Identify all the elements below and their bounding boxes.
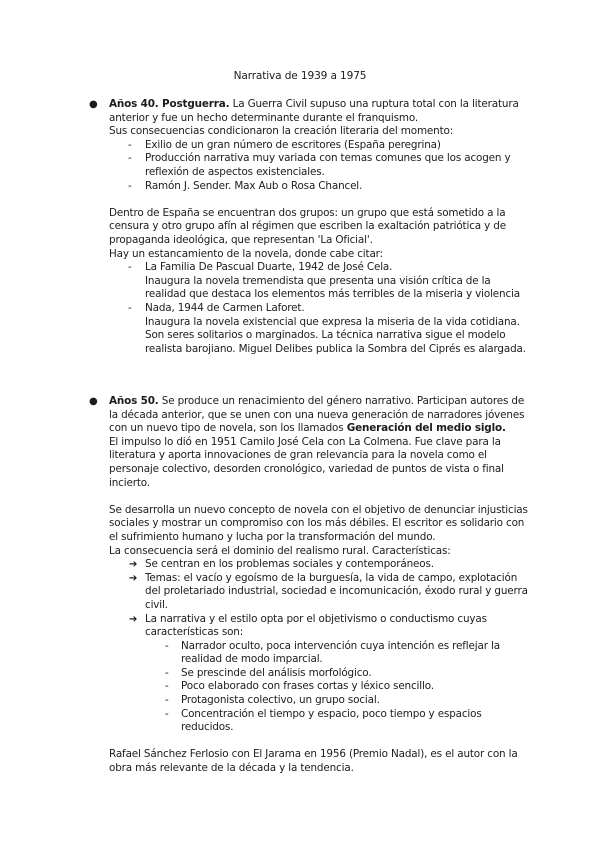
list-item: - Se prescinde del análisis morfológico.	[165, 666, 372, 679]
section-intro-paragraph	[109, 395, 529, 436]
list-item	[109, 261, 529, 302]
consequences-text: Sus consecuencias condicionaron la creación literaria del momento:	[109, 125, 454, 138]
dash-icon: -	[165, 680, 169, 693]
intro-text: Se produce un renacimiento del género narrativo. Participan autores de la década anterior, que se unen con una nueva generación de narradores jóvenes con un nuevo tipo de novela, son los llamados	[109, 395, 525, 435]
bullet-icon: ●	[89, 99, 98, 110]
dash-icon: -	[128, 152, 132, 165]
work-title: La Familia De Pascual Duarte, 1942 de José Cela.	[145, 261, 393, 274]
dash-icon: -	[128, 138, 132, 151]
section-heading: Años 40. Postguerra.	[109, 98, 230, 110]
dash-icon: -	[165, 694, 169, 707]
closing-paragraph: Rafael Sánchez Ferlosio con El Jarama en 1956 (Premio Nadal), es el autor con la obra más relevante de la década y la tendencia.	[109, 748, 518, 775]
works-list	[109, 261, 529, 356]
work-title: Nada, 1944 de Carmen Laforet.	[145, 301, 305, 314]
work-description: Inaugura la novela existencial que expresa la miseria de la vida cotidiana. Son seres solitarios o marginados. La técnica narrativa sigue el modelo realista barojiano. Miguel Delibes publica la Sombra del Ciprés es alargada.	[145, 315, 526, 355]
list-item: - Ramón J. Sender. Max Aub o Rosa Chancel.	[128, 179, 363, 192]
list-item: - Exilio de un gran número de escritores (España peregrina)	[128, 138, 441, 151]
list-item: - Poco elaborado con frases cortas y léxico sencillo.	[165, 680, 434, 693]
list-item: ➔ Temas: el vacío y egoísmo de la burguesía, la vida de campo, explotación del proletariado industrial, sociedad e incomunicación, éxodo rural y guerra civil.	[129, 571, 528, 611]
section-postguerra	[89, 98, 529, 356]
consequences-list	[109, 139, 529, 193]
dash-icon: -	[165, 666, 169, 679]
groups-paragraph: Dentro de España se encuentran dos grupos: un grupo que está sometido a la censura y otro grupo afín al régimen que escriben la exaltación patriótica y de propaganda ideológica, que representan 'La Oficial'.	[109, 206, 506, 246]
generation-term: Generación del medio siglo.	[346, 422, 506, 435]
bullet-icon: ●	[89, 396, 98, 407]
concept-paragraph: Se desarrolla un nuevo concepto de novela con el objetivo de denunciar injusticias sociales y mostrar un compromiso con los más débiles. El escritor es solidario con el sufrimiento humano y lucha por la transformación del mundo.	[109, 503, 528, 543]
work-description: Inaugura la novela tremendista que presenta una visión crítica de la realidad que destaca los elementos más terribles de la miseria y violencia	[145, 274, 521, 301]
intro-text: La Guerra Civil supuso una ruptura total con la literatura anterior y fue un hecho determinante durante el franquismo.	[109, 98, 519, 124]
list-item: ➔ La narrativa y el estilo opta por el objetivismo o conductismo cuyas características son:	[129, 612, 487, 639]
subfeatures-list	[109, 640, 529, 735]
stagnation-text: Hay un estancamiento de la novela, donde cabe citar:	[109, 247, 383, 260]
dash-icon: -	[165, 639, 169, 652]
dash-icon: -	[128, 261, 132, 274]
document-title: Narrativa de 1939 a 1975	[233, 70, 367, 82]
list-item: - Producción narrativa muy variada con temas comunes que los acogen y reflexión de aspectos existenciales.	[128, 152, 511, 178]
dash-icon: -	[128, 301, 132, 314]
arrow-icon: ➔	[129, 559, 138, 571]
section-heading: Años 50.	[109, 395, 159, 407]
section-anos-50	[89, 395, 529, 776]
section-intro-paragraph	[109, 98, 529, 125]
list-item: - Narrador oculto, poca intervención cuya intención es reflejar la realidad de modo imparcial.	[165, 639, 500, 666]
consequence-text: La consecuencia será el dominio del realismo rural. Características:	[109, 544, 451, 557]
list-item: - Protagonista colectivo, un grupo social.	[165, 694, 380, 707]
dash-icon: -	[128, 179, 132, 192]
list-item	[109, 302, 529, 356]
features-list	[109, 558, 529, 640]
arrow-icon: ➔	[129, 613, 138, 625]
impulse-paragraph: El impulso lo dió en 1951 Camilo José Cela con La Colmena. Fue clave para la literatura y aporta innovaciones de gran relevancia para la novela como el personaje colectivo, desorden cronológico, variedad de puntos de vista o final incierto.	[109, 435, 504, 489]
list-item: - Concentración el tiempo y espacio, poco tiempo y espacios reducidos.	[165, 707, 482, 734]
arrow-icon: ➔	[129, 572, 138, 584]
dash-icon: -	[165, 707, 169, 720]
list-item: ➔ Se centran en los problemas sociales y contemporáneos.	[129, 558, 434, 571]
